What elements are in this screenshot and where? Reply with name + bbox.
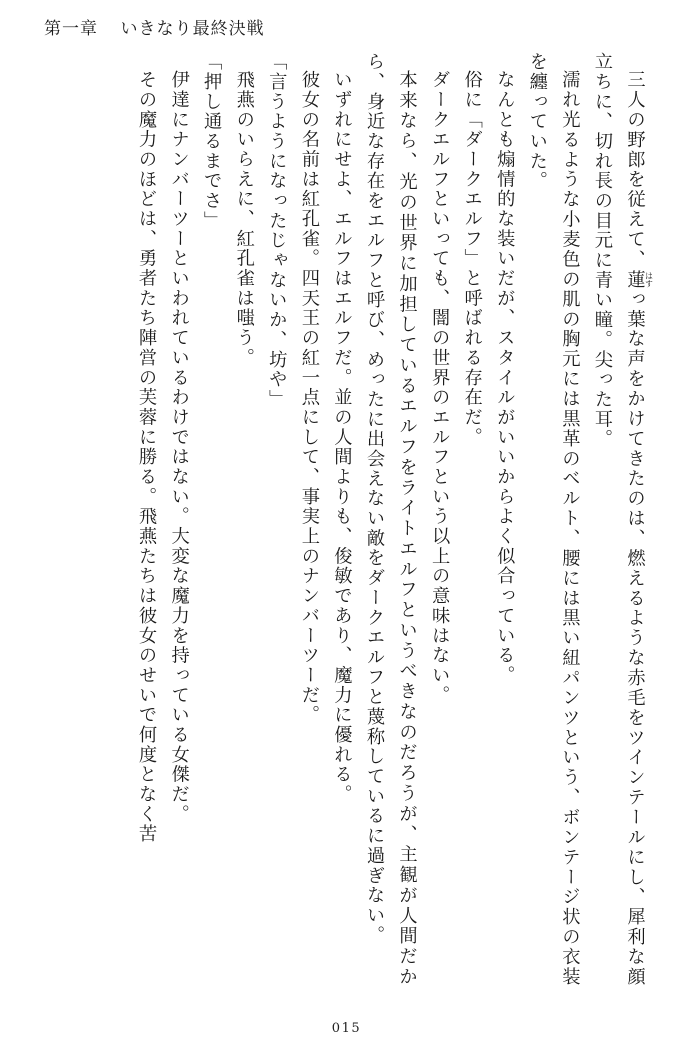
chapter-header <box>44 14 265 39</box>
paragraph: 濡れ光るような小麦色の肌の胸元には黒革のベルト、腰には黒い紐パンツという、ボンテージ状の衣装を纏っていた。 <box>526 52 581 987</box>
paragraph: なんとも煽情的な装いだが、スタイルがいいからよく似合っている。 <box>494 70 516 686</box>
chapter-number: 第一章 <box>44 19 99 39</box>
paragraph: いずれにせよ、エルフはエルフだ。並の人間よりも、俊敏であり、魔力に優れる。 <box>331 70 353 805</box>
paragraph: 本来なら、光の世界に加担しているエルフをライトエルフというべきなのだろうが、主観が人間だから、身近な存在をエルフと呼び、めったに出会えない敵をダークエルフと蔑称しているに過ぎない。 <box>364 52 418 987</box>
paragraph: 伊達にナンバーツーといわれているわけではない。大変な魔力を持っている女傑だ。 <box>168 70 190 825</box>
paragraph: 彼女の名前は紅孔雀。四天王の紅一点にして、事実上のナンバーツーだ。 <box>298 70 320 726</box>
paragraph: その魔力のほどは、勇者たち陣営の芙蓉に勝る。飛燕たちは彼女のせいで何度となく苦 <box>136 70 158 845</box>
page-number: 015 <box>331 1021 362 1036</box>
paragraph: ダークエルフといっても、闇の世界のエルフという以上の意味はない。 <box>429 70 451 706</box>
chapter-title: いきなり最終決戦 <box>120 19 265 39</box>
paragraph: 俗に「ダークエルフ」と呼ばれる存在だ。 <box>461 70 483 448</box>
dialogue-line: 「言うようになったじゃないか、坊や」 <box>266 52 288 410</box>
body-area <box>40 52 653 992</box>
dialogue-line: 「押し通るまでさ」 <box>201 52 223 231</box>
vertical-text-block <box>40 52 653 987</box>
paragraph: 飛燕のいらえに、紅孔雀は嗤う。 <box>233 70 255 368</box>
paragraph: 三人の野郎を従えて、蓮 はすっ葉な声をかけてきたのは、燃えるような赤毛をツインテールにし、犀利な顔立ちに、切れ長の目元に青い瞳。尖った耳。 <box>591 52 654 987</box>
